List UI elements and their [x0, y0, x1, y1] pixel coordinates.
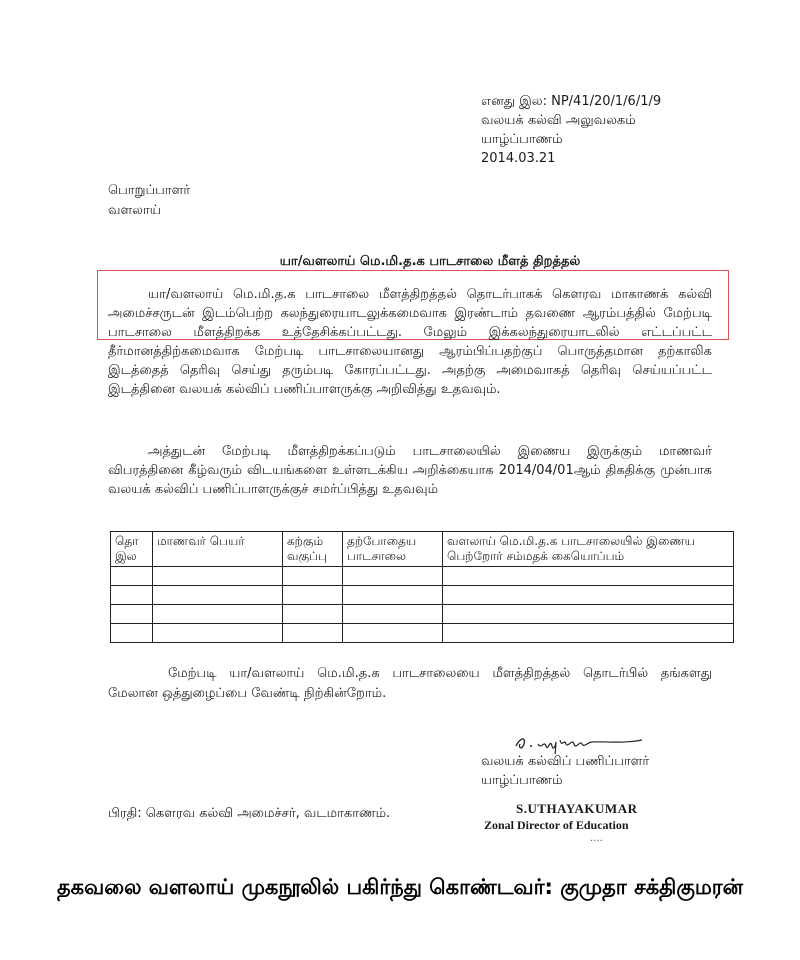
addressee-place: வளலாய்	[108, 203, 161, 218]
copy-to-line: பிரதி: கௌரவ கல்வி அமைச்சர், வடமாகாணம்.	[108, 806, 391, 821]
reference-number: எனது இல: NP/41/20/1/6/1/9	[481, 94, 662, 109]
table-header-row	[111, 532, 734, 567]
issuing-office: வலயக் கல்வி அலுவலகம்	[481, 113, 636, 128]
student-details-table	[110, 531, 734, 643]
officer-designation: Zonal Director of Education	[484, 818, 629, 832]
office-place: யாழ்ப்பாணம்	[481, 132, 563, 147]
header-class: கற்கும் வகுப்பு	[283, 532, 343, 567]
letter-subject: யா/வளலாய் மெ.மி.த.க பாடசாலை மீளத் திறத்தல்	[279, 254, 581, 269]
signatory-title: வலயக் கல்விப் பணிப்பாளர்	[481, 754, 650, 769]
table-row	[111, 586, 734, 605]
header-student-name: மாணவர் பெயர்	[153, 532, 283, 567]
signatory-place: யாழ்ப்பாணம்	[481, 773, 563, 788]
body-paragraph-2: அத்துடன் மேற்படி மீளத்திறக்கப்படும் பாடசாலையில் இணைய இருக்கும் மாணவர் விபரத்தினை கீழ்வரும் விடயங்களை உள்ளடக்கிய அறிக்கையாக 2014/04/01ஆம் திகதிக்கு முன்பாக வலயக் கல்விப் பணிப்பாளருக்குச் சமர்ப்பித்து உதவவும்	[108, 444, 712, 497]
addressee-title: பொறுப்பாளர்	[108, 183, 191, 198]
signatory-block	[481, 752, 649, 790]
table-row	[111, 605, 734, 624]
addressee-block	[108, 181, 190, 221]
stamp-fragment: ....	[590, 833, 603, 844]
officer-name: S.UTHAYAKUMAR	[516, 801, 638, 816]
reference-block	[481, 92, 661, 168]
share-credit-footer: தகவலை வளலாய் முகநூலில் பகிர்ந்து கொண்டவர்: குமுதா சக்திகுமரன்	[56, 875, 744, 899]
header-parent-consent: வளலாய் மெ.மி.த.க பாடசாலையில் இணைய பெற்றோர் சம்மதக் கையொப்பம்	[443, 532, 734, 567]
header-serial-no: தொ இல	[111, 532, 153, 567]
letter-date: 2014.03.21	[481, 151, 556, 166]
handwritten-signature	[512, 730, 662, 754]
closing-paragraph: மேற்படி யா/வளலாய் மெ.மி.த.க பாடசாலையை மீளத்திறத்தல் தொடர்பில் தங்களது மேலான ஒத்துழைப்பை வேண்டி நிற்கின்றோம்.	[108, 666, 712, 701]
header-current-school: தற்போதைய பாடசாலை	[343, 532, 443, 567]
table-row	[111, 624, 734, 643]
table-row	[111, 567, 734, 586]
body-paragraph-1: யா/வளலாய் மெ.மி.த.க பாடசாலை மீளத்திறத்தல் தொடர்பாகக் கௌரவ மாகாணக் கல்வி அமைச்சருடன் இடம்பெற்ற கலந்துரையாடலுக்கமைவாக இரண்டாம் தவணை ஆரம்பத்தில் மேற்படி பாடசாலை மீளத்திறக்க உத்தேசிக்கப்பட்டது. மேலும் இக்கலந்துரையாடலில் எட்டப்பட்ட தீர்மானத்திற்கமைவாக மேற்படி பாடசாலையானது ஆரம்பிப்பதற்குப் பொருத்தமான தற்காலிக இடத்தைத் தெரிவு செய்து தரும்படி கோரப்பட்டது. அதற்கு அமைவாகத் தெரிவு செய்யப்பட்ட இடத்தினை வலயக் கல்விப் பணிப்பாளருக்கு அறிவித்து உதவவும்.	[108, 287, 712, 397]
